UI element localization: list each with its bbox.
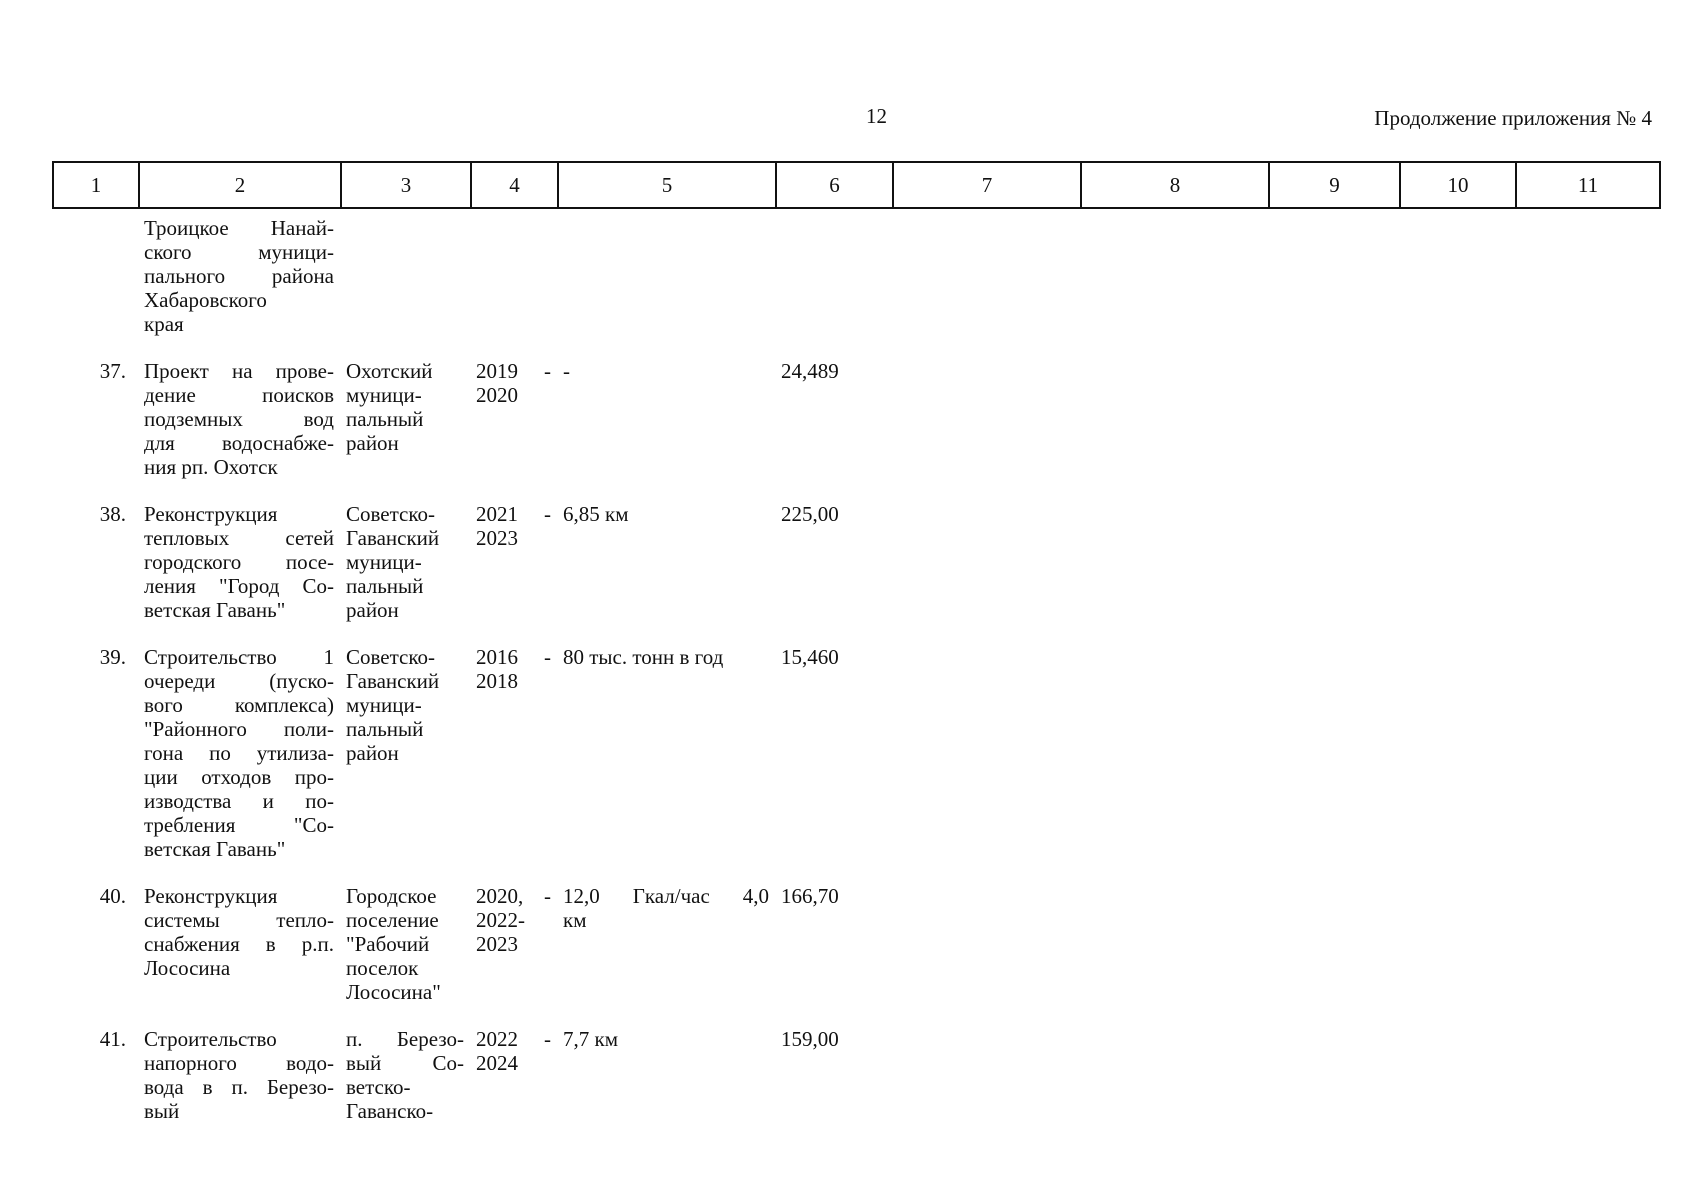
- table-row: [52, 502, 1659, 645]
- project-name-line: снабжения в р.п.: [144, 932, 334, 956]
- project-capacity-line: -: [563, 359, 570, 383]
- project-location: [340, 502, 470, 645]
- project-name-line: Троицкое Нанай-: [144, 216, 334, 240]
- column-header-8: 8: [1081, 162, 1269, 208]
- project-name: [138, 502, 340, 645]
- col-8-cell: [1080, 359, 1268, 502]
- project-capacity: [557, 216, 775, 359]
- project-capacity-line: 12,0 Гкал/час 4,0: [563, 884, 769, 908]
- project-name-line: Реконструкция: [144, 884, 278, 908]
- project-capacity: [557, 645, 775, 884]
- project-name-line: ления "Город Со-: [144, 574, 334, 598]
- project-location: [340, 884, 470, 1027]
- page-number: 12: [866, 104, 887, 128]
- project-location-line: Городское: [346, 884, 437, 908]
- project-cost: 225,00: [781, 502, 839, 526]
- table-row: [52, 884, 1659, 1027]
- project-location-line: пальный: [346, 574, 424, 598]
- project-name-line: для водоснабже-: [144, 431, 334, 455]
- project-name-line: Строительство 1: [144, 645, 334, 669]
- project-name-line: ветская Гавань": [144, 598, 286, 622]
- project-name-line: изводства и по-: [144, 789, 334, 813]
- project-name-line: требления "Со-: [144, 813, 334, 837]
- column-5-dash: -: [544, 884, 551, 908]
- project-years: [470, 502, 538, 645]
- column-header-9: 9: [1269, 162, 1400, 208]
- row-number: 38.: [99, 502, 126, 526]
- col-10-cell: [1399, 359, 1515, 502]
- col-7-cell: [892, 359, 1080, 502]
- project-name-line: тепловых сетей: [144, 526, 334, 550]
- col-11-cell: [1515, 884, 1659, 1027]
- project-location-line: "Рабочий: [346, 932, 430, 956]
- col-11-cell: [1515, 502, 1659, 645]
- project-name-line: напорного водо-: [144, 1051, 334, 1075]
- project-name-line: очереди (пуско-: [144, 669, 334, 693]
- project-capacity: [557, 502, 775, 645]
- project-years: [470, 359, 538, 502]
- project-location-line: муници-: [346, 383, 422, 407]
- project-years-line: 2019: [476, 359, 518, 383]
- project-years-line: 2021: [476, 502, 518, 526]
- project-name: [138, 884, 340, 1027]
- project-location-line: Гаванский: [346, 669, 440, 693]
- col-11-cell: [1515, 1027, 1659, 1146]
- project-capacity-line: км: [563, 908, 587, 932]
- column-number-header: [52, 161, 1661, 209]
- project-location-line: муници-: [346, 693, 422, 717]
- col-8-cell: [1080, 502, 1268, 645]
- project-years-line: 2020,: [476, 884, 524, 908]
- appendix-continuation-label: Продолжение приложения № 4: [1374, 106, 1652, 130]
- project-name-line: городского посе-: [144, 550, 334, 574]
- project-name-line: "Районного поли-: [144, 717, 334, 741]
- project-name: [138, 1027, 340, 1146]
- project-location: [340, 1027, 470, 1146]
- column-header-11: 11: [1516, 162, 1660, 208]
- project-name-line: ния рп. Охотск: [144, 455, 278, 479]
- project-location-line: вый Со-: [346, 1051, 464, 1075]
- project-name-line: гона по утилиза-: [144, 741, 334, 765]
- project-name-line: системы тепло-: [144, 908, 334, 932]
- col-10-cell: [1399, 502, 1515, 645]
- col-9-cell: [1268, 359, 1399, 502]
- project-location-line: Лососина": [346, 980, 441, 1004]
- project-cost: 15,460: [781, 645, 839, 669]
- project-years-line: 2018: [476, 669, 518, 693]
- table-row: [52, 216, 1659, 359]
- project-name-line: ции отходов про-: [144, 765, 334, 789]
- project-cost: 166,70: [781, 884, 839, 908]
- project-years: [470, 884, 538, 1027]
- project-location-line: Гаванско-: [346, 1099, 434, 1123]
- project-location-line: поселение: [346, 908, 439, 932]
- project-capacity: [557, 359, 775, 502]
- project-name-line: дение поисков: [144, 383, 334, 407]
- col-8-cell: [1080, 1027, 1268, 1146]
- project-location-line: пальный: [346, 717, 424, 741]
- project-name-line: вого комплекса): [144, 693, 334, 717]
- project-capacity-line: 7,7 км: [563, 1027, 618, 1051]
- col-8-cell: [1080, 884, 1268, 1027]
- col-8-cell: [1080, 216, 1268, 359]
- table-row: [52, 359, 1659, 502]
- project-cost: 24,489: [781, 359, 839, 383]
- project-years-line: 2023: [476, 526, 518, 550]
- project-years-line: 2024: [476, 1051, 518, 1075]
- col-10-cell: [1399, 216, 1515, 359]
- project-location-line: пальный: [346, 407, 424, 431]
- project-years-line: 2016: [476, 645, 518, 669]
- project-location-line: поселок: [346, 956, 419, 980]
- project-years: [470, 1027, 538, 1146]
- col-7-cell: [892, 884, 1080, 1027]
- project-years-line: 2022-: [476, 908, 525, 932]
- project-cost: 159,00: [781, 1027, 839, 1051]
- col-8-cell: [1080, 645, 1268, 884]
- table-row: [52, 645, 1659, 884]
- column-5-dash: -: [544, 502, 551, 526]
- project-capacity: [557, 1027, 775, 1146]
- project-location-line: Гаванский: [346, 526, 440, 550]
- row-number: 37.: [99, 359, 126, 383]
- column-5-dash: -: [544, 1027, 551, 1051]
- project-capacity: [557, 884, 775, 1027]
- project-location: [340, 359, 470, 502]
- project-name-line: Лососина: [144, 956, 231, 980]
- col-7-cell: [892, 1027, 1080, 1146]
- project-location-line: район: [346, 598, 399, 622]
- project-years: [470, 216, 538, 359]
- project-capacity-line: 80 тыс. тонн в год: [563, 645, 724, 669]
- project-name-line: подземных вод: [144, 407, 334, 431]
- project-years: [470, 645, 538, 884]
- col-10-cell: [1399, 884, 1515, 1027]
- column-header-2: 2: [139, 162, 341, 208]
- project-location-line: район: [346, 741, 399, 765]
- row-number: 39.: [99, 645, 126, 669]
- project-location-line: Советско-: [346, 502, 436, 526]
- project-years-line: 2020: [476, 383, 518, 407]
- col-7-cell: [892, 645, 1080, 884]
- col-9-cell: [1268, 884, 1399, 1027]
- project-name-line: ветская Гавань": [144, 837, 286, 861]
- projects-table: [52, 216, 1659, 1146]
- project-name-line: вода в п. Березо-: [144, 1075, 334, 1099]
- column-5-dash: -: [544, 359, 551, 383]
- col-9-cell: [1268, 645, 1399, 884]
- col-9-cell: [1268, 1027, 1399, 1146]
- project-name-line: Проект на прове-: [144, 359, 334, 383]
- column-5-dash: -: [544, 645, 551, 669]
- project-years-line: 2023: [476, 932, 518, 956]
- col-11-cell: [1515, 359, 1659, 502]
- project-name-line: Реконструкция: [144, 502, 278, 526]
- row-number: 41.: [99, 1027, 126, 1051]
- project-location-line: Советско-: [346, 645, 436, 669]
- table-row: [52, 1027, 1659, 1146]
- column-header-10: 10: [1400, 162, 1516, 208]
- project-location-line: Охотский: [346, 359, 433, 383]
- project-location: [340, 216, 470, 359]
- project-name-line: ского муници-: [144, 240, 334, 264]
- project-location: [340, 645, 470, 884]
- col-9-cell: [1268, 502, 1399, 645]
- project-location-line: ветско-: [346, 1075, 411, 1099]
- project-name-line: вый: [144, 1099, 180, 1123]
- project-cost: [775, 216, 892, 359]
- project-name: [138, 216, 340, 359]
- project-years-line: 2022: [476, 1027, 518, 1051]
- project-name: [138, 645, 340, 884]
- project-name-line: Хабаровского: [144, 288, 267, 312]
- project-name-line: пального района: [144, 264, 334, 288]
- project-location-line: район: [346, 431, 399, 455]
- project-location-line: муници-: [346, 550, 422, 574]
- project-location-line: п. Березо-: [346, 1027, 464, 1051]
- project-name-line: края: [144, 312, 184, 336]
- col-9-cell: [1268, 216, 1399, 359]
- col-10-cell: [1399, 645, 1515, 884]
- column-header-5: 5: [558, 162, 776, 208]
- project-name-line: Строительство: [144, 1027, 277, 1051]
- column-header-1: 1: [53, 162, 139, 208]
- col-11-cell: [1515, 216, 1659, 359]
- column-5-dash: [538, 216, 557, 359]
- col-7-cell: [892, 502, 1080, 645]
- column-header-3: 3: [341, 162, 471, 208]
- col-10-cell: [1399, 1027, 1515, 1146]
- column-header-7: 7: [893, 162, 1081, 208]
- row-number: 40.: [99, 884, 126, 908]
- column-header-6: 6: [776, 162, 893, 208]
- project-name: [138, 359, 340, 502]
- col-7-cell: [892, 216, 1080, 359]
- column-header-4: 4: [471, 162, 558, 208]
- col-11-cell: [1515, 645, 1659, 884]
- row-number: [52, 216, 138, 359]
- project-capacity-line: 6,85 км: [563, 502, 629, 526]
